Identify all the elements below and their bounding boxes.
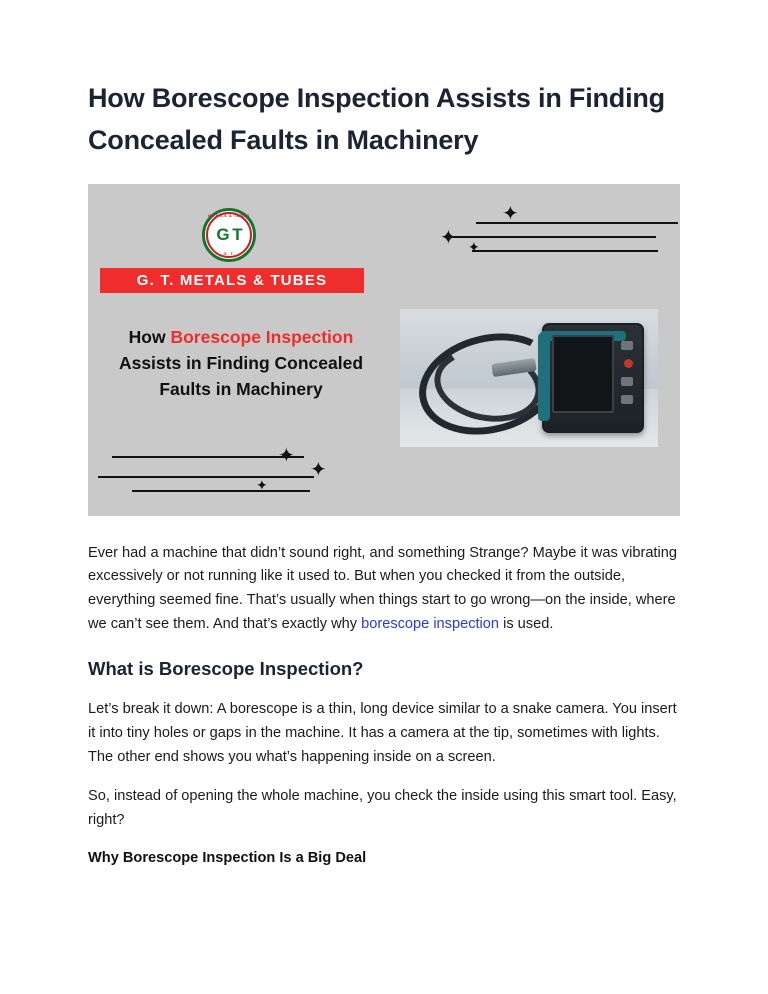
logo-top-arc-text: METALS & TUBES xyxy=(208,212,250,218)
hero-heading xyxy=(102,324,380,403)
handset-record-button xyxy=(624,359,633,368)
hero-heading-accent: Borescope Inspection xyxy=(170,326,354,347)
borescope-handset xyxy=(542,323,644,433)
intro-text-after-link: is used. xyxy=(499,615,554,632)
sparkle-icon: ✦ xyxy=(310,458,327,481)
sparkle-icon: ✦ xyxy=(502,202,519,225)
hero-banner-image xyxy=(88,184,680,516)
hero-heading-prefix: How xyxy=(128,326,171,347)
decorative-line xyxy=(98,476,314,478)
decorative-line xyxy=(132,490,310,492)
intro-text-before-link: Ever had a machine that didn’t sound right, and something Strange? Maybe it was vibrating excessively or not running like it used to. But when you checked it from the outside, everything seemed fine. That’s usually when things start to go wrong—on the inside, where we can’t see them. And that’s exactly why xyxy=(88,544,677,632)
company-logo xyxy=(202,208,256,262)
logo-initials: G T xyxy=(216,224,242,244)
hero-heading-line3: Faults in Machinery xyxy=(159,379,323,400)
handset-grip xyxy=(538,333,550,421)
section-heading-what-is-borescope-inspection: What is Borescope Inspection? xyxy=(88,658,364,680)
logo-ring xyxy=(206,212,252,258)
sparkle-icon: ✦ xyxy=(468,238,480,255)
handset-button xyxy=(621,377,633,386)
sparkle-icon: ✦ xyxy=(440,226,457,249)
body-paragraph-2: So, instead of opening the whole machine, you check the inside using this smart tool. Easy, right? xyxy=(88,788,677,828)
decorative-line xyxy=(446,236,656,238)
brand-name-bar xyxy=(100,268,364,293)
handset-screen xyxy=(552,335,614,413)
intro-paragraph xyxy=(88,542,680,637)
borescope-photo xyxy=(400,309,658,447)
hero-heading-line2: Assists in Finding Concealed xyxy=(118,352,364,373)
decorative-line xyxy=(472,250,658,252)
sparkle-icon: ✦ xyxy=(256,476,268,493)
logo-bottom-arc-text: G. T. xyxy=(223,250,235,256)
body-paragraph-1: Let’s break it down: A borescope is a thin, long device similar to a snake camera. You insert it into tiny holes or gaps in the machine. It has a camera at the tip, sometimes with lights. The other end shows you what’s happening inside on a screen. xyxy=(88,701,677,765)
subsection-heading-why-big-deal: Why Borescope Inspection Is a Big Deal xyxy=(88,850,367,867)
handset-button xyxy=(621,341,633,350)
page-title: How Borescope Inspection Assists in Finding Concealed Faults in Machinery xyxy=(88,83,665,155)
handset-button xyxy=(621,395,633,404)
borescope-inspection-link[interactable]: borescope inspection xyxy=(361,615,500,632)
sparkle-icon: ✦ xyxy=(278,444,295,467)
brand-name-text: G. T. METALS & TUBES xyxy=(136,271,328,289)
decorative-line xyxy=(112,456,304,458)
